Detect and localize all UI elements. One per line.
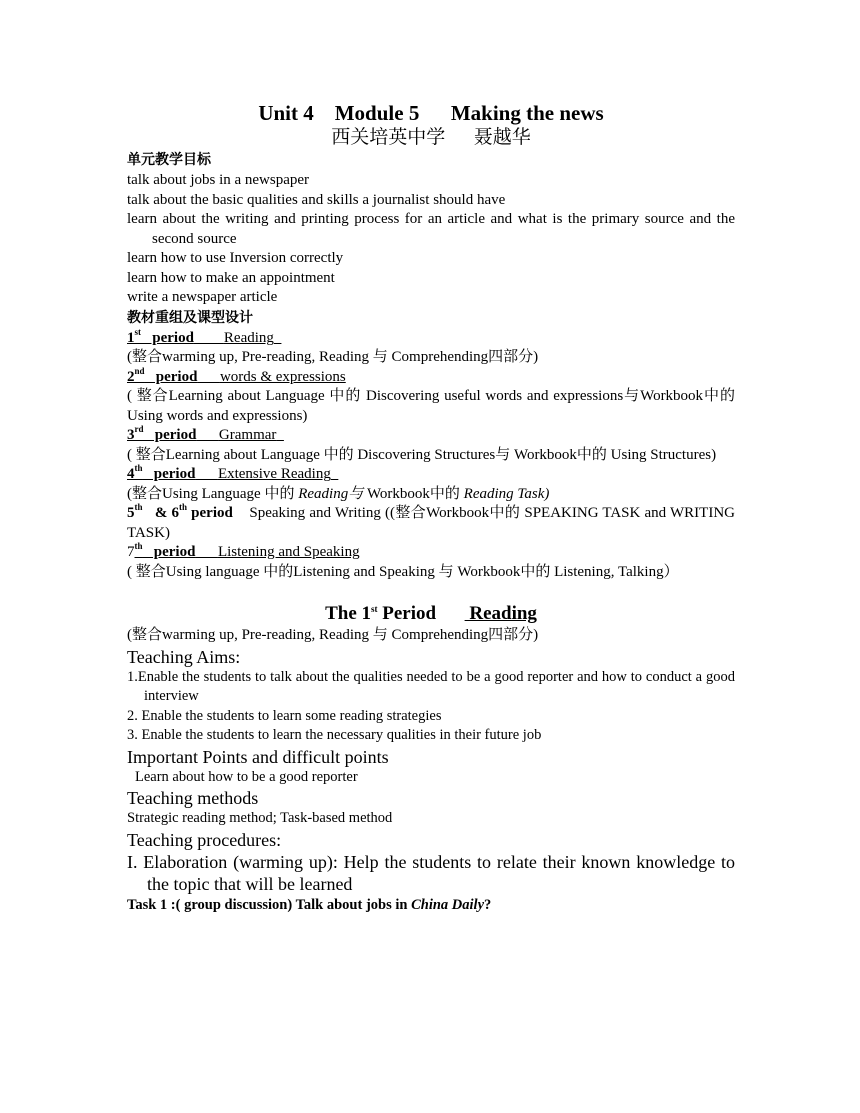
period-1-topic: Reading bbox=[223, 329, 274, 346]
unit-goals-heading: 单元教学目标 bbox=[127, 152, 211, 168]
document-title: Unit 4 Module 5 Making the news bbox=[258, 101, 604, 125]
period-4-line: 4th period Extensive Reading bbox=[127, 463, 331, 482]
document-subtitle: 西关培英中学 聂越华 bbox=[331, 127, 531, 148]
period-2-line: 2nd period words & expressions bbox=[127, 365, 346, 385]
period-2-topic: words & expressions bbox=[219, 368, 346, 385]
period-3-line: 3rd period Grammar bbox=[127, 424, 277, 443]
period-7-desc: ( 整合Using language 中的Listening and Speaking 与 Workbook中的 Listening, Talking） bbox=[127, 563, 679, 580]
document-page bbox=[127, 100, 735, 915]
step-1: I. Elaboration (warming up): Help the students to relate their known knowledge to the topic that will be learned bbox=[127, 851, 735, 894]
goal-item: talk about the basic qualities and skills a journalist should have bbox=[127, 191, 506, 208]
period-3-topic: Grammar bbox=[218, 427, 277, 443]
goal-item: learn how to make an appointment bbox=[127, 269, 335, 286]
period-5-6-topic: Speaking and Writing bbox=[249, 505, 386, 521]
period-7-topic: Listening and Speaking bbox=[217, 544, 360, 560]
aim-item: 2. Enable the students to learn some reading strategies bbox=[127, 707, 442, 724]
period-2-desc: ( 整合Learning about Language 中的 Discovering useful words and expressions与Workbook中的 Using words and expressions) bbox=[127, 388, 735, 424]
points-heading: Important Points and difficult points bbox=[127, 746, 389, 767]
task-1: Task 1 :( group discussion) Talk about jobs in China Daily? bbox=[127, 896, 492, 913]
aim-item: 1.Enable the students to talk about the qualities needed to be a good reporter and how to conduct a good interview bbox=[127, 668, 735, 704]
period-3-desc: ( 整合Learning about Language 中的 Discovering Structures与 Workbook中的 Using Structures) bbox=[127, 446, 717, 463]
period-1-line: 1st period Reading bbox=[127, 326, 274, 346]
aim-item: 3. Enable the students to learn the necessary qualities in their future job bbox=[127, 727, 542, 743]
goal-item: learn about the writing and printing process for an article and what is the primary source and the second source bbox=[127, 211, 735, 247]
period-4-topic: Extensive Reading bbox=[217, 466, 331, 482]
goal-item: learn how to use Inversion correctly bbox=[127, 250, 344, 266]
points-text: Learn about how to be a good reporter bbox=[135, 768, 358, 785]
methods-text: Strategic reading method; Task-based method bbox=[127, 810, 393, 826]
period-7-line: 7th period Listening and Speaking bbox=[127, 541, 360, 560]
period-1-title: The 1st Period Reading bbox=[325, 603, 537, 624]
procedures-heading: Teaching procedures: bbox=[127, 829, 282, 850]
period-1-integration: (整合warming up, Pre-reading, Reading 与 Comprehending四部分) bbox=[127, 627, 539, 643]
goal-item: write a newspaper article bbox=[127, 289, 278, 305]
goal-item: talk about jobs in a newspaper bbox=[127, 172, 310, 188]
aims-heading: Teaching Aims: bbox=[127, 646, 241, 667]
period-1-desc: (整合warming up, Pre-reading, Reading 与 Comprehending四部分) bbox=[127, 349, 539, 365]
period-4-desc: (整合Using Language 中的 Reading与 Workbook中的 Reading Task) bbox=[127, 485, 550, 502]
restructure-heading: 教材重组及课型设计 bbox=[127, 309, 253, 326]
period-5-6-line: 5th & 6th period Speaking and Writing ((整合Workbook中的 SPEAKING TASK and WRITING TASK) bbox=[127, 502, 735, 541]
methods-heading: Teaching methods bbox=[127, 788, 259, 808]
